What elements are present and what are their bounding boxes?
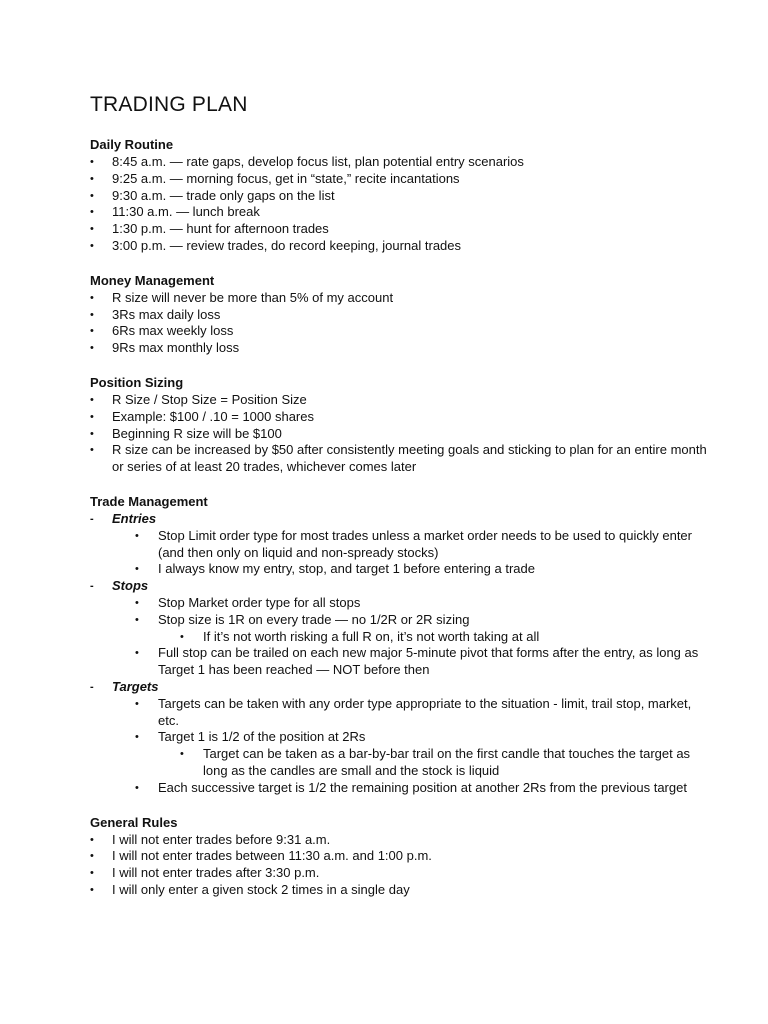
list-item xyxy=(90,865,710,882)
bullet-icon: • xyxy=(135,613,139,626)
page-title: TRADING PLAN xyxy=(90,93,248,116)
list-item-text: R size can be increased by $50 after consistently meeting goals and sticking to plan for an entire month or series of at least 20 trades, whichever comes later xyxy=(112,442,707,475)
subsection-heading: Entries xyxy=(112,510,157,526)
bullet-icon: • xyxy=(90,189,94,202)
bullet-icon: • xyxy=(90,172,94,185)
section-position-sizing xyxy=(90,375,710,476)
bullet-icon: • xyxy=(90,223,94,236)
subsection-stops xyxy=(90,578,710,679)
bullet-icon: • xyxy=(90,444,94,457)
dash-bullet-icon: - xyxy=(90,512,94,525)
dash-bullet-icon: - xyxy=(90,580,94,593)
bullet-list xyxy=(90,746,710,780)
bullet-icon: • xyxy=(90,850,94,863)
list-item-text: R size will never be more than 5% of my account xyxy=(112,289,394,305)
bullet-icon: • xyxy=(90,393,94,406)
list-item-text: 6Rs max weekly loss xyxy=(112,323,234,339)
subsection-targets xyxy=(90,679,710,797)
list-item-text: Target can be taken as a bar-by-bar trail on the first candle that touches the target as long as the candles are small and the stock is liquid xyxy=(203,746,691,778)
bullet-icon: • xyxy=(135,596,139,609)
list-item-text: Target 1 is 1/2 of the position at 2Rs xyxy=(158,729,366,745)
list-item xyxy=(90,238,710,255)
list-item xyxy=(90,323,710,340)
list-item xyxy=(90,746,710,780)
list-item-text: Example: $100 / .10 = 1000 shares xyxy=(112,408,314,424)
bullet-list xyxy=(90,511,710,797)
list-item-text: 8:45 a.m. — rate gaps, develop focus list, plan potential entry scenarios xyxy=(112,154,524,169)
list-item-text: Beginning R size will be $100 xyxy=(112,425,282,441)
list-item-text: If it’s not worth risking a full R on, it’s not worth taking at all xyxy=(203,628,540,644)
bullet-list xyxy=(90,392,710,476)
section-heading: Trade Management xyxy=(90,493,208,509)
bullet-icon: • xyxy=(135,697,139,710)
bullet-icon: • xyxy=(135,647,139,660)
bullet-icon: • xyxy=(90,308,94,321)
section-heading: General Rules xyxy=(90,814,178,830)
list-item-text: I will only enter a given stock 2 times in a single day xyxy=(112,881,410,897)
list-item xyxy=(90,154,710,171)
bullet-list xyxy=(90,629,710,646)
bullet-icon: • xyxy=(90,833,94,846)
bullet-list xyxy=(90,528,710,578)
list-item xyxy=(90,595,710,612)
bullet-icon: • xyxy=(90,325,94,338)
list-item-text: 3:00 p.m. — review trades, do record keeping, journal trades xyxy=(112,237,462,253)
bullet-icon: • xyxy=(180,748,184,761)
section-general-rules xyxy=(90,815,710,899)
bullet-icon: • xyxy=(135,529,139,542)
list-item xyxy=(90,188,710,205)
list-item xyxy=(90,832,710,849)
list-item xyxy=(90,629,710,646)
list-item-text: 1:30 p.m. — hunt for afternoon trades xyxy=(112,221,329,237)
list-item-text: I always know my entry, stop, and target 1 before entering a trade xyxy=(158,561,535,577)
bullet-icon: • xyxy=(90,410,94,423)
section-heading: Position Sizing xyxy=(90,374,184,390)
list-item xyxy=(90,561,710,578)
bullet-icon: • xyxy=(90,342,94,355)
list-item xyxy=(90,612,710,646)
list-item xyxy=(90,882,710,899)
bullet-icon: • xyxy=(90,291,94,304)
list-item-text: Each successive target is 1/2 the remaining position at another 2Rs from the previous target xyxy=(158,779,687,795)
list-item xyxy=(90,780,710,797)
bullet-icon: • xyxy=(90,156,94,168)
bullet-list xyxy=(90,154,710,255)
list-item xyxy=(90,171,710,188)
bullet-list xyxy=(90,696,710,797)
dash-bullet-icon: - xyxy=(90,680,94,693)
list-item xyxy=(90,307,710,324)
list-item xyxy=(90,426,710,443)
list-item-text: 11:30 a.m. — lunch break xyxy=(112,204,260,220)
list-item xyxy=(90,204,710,221)
list-item xyxy=(90,221,710,238)
list-item-text: Stop Limit order type for most trades unless a market order needs to be used to quickly enter (and then only on liquid and non-spready stocks) xyxy=(158,527,692,560)
list-item xyxy=(90,442,710,476)
subsection-heading: Stops xyxy=(112,578,149,594)
list-item xyxy=(90,340,710,357)
list-item-text: Full stop can be trailed on each new major 5-minute pivot that forms after the entry, as long as Target 1 has been reached — NOT before then xyxy=(158,645,699,678)
list-item xyxy=(90,392,710,409)
bullet-list xyxy=(90,832,710,899)
list-item-text: 9Rs max monthly loss xyxy=(112,340,240,356)
list-item xyxy=(90,729,710,779)
list-item-text: 9:30 a.m. — trade only gaps on the list xyxy=(112,187,335,203)
list-item-text: I will not enter trades after 3:30 p.m. xyxy=(112,865,320,881)
bullet-icon: • xyxy=(90,206,94,219)
bullet-icon: • xyxy=(90,427,94,440)
list-item xyxy=(90,528,710,562)
list-item-text: Stop size is 1R on every trade — no 1/2R or 2R sizing xyxy=(158,611,470,627)
bullet-icon: • xyxy=(90,867,94,880)
list-item xyxy=(90,696,710,730)
list-item xyxy=(90,645,710,679)
section-heading: Daily Routine xyxy=(90,137,174,152)
list-item-text: I will not enter trades before 9:31 a.m. xyxy=(112,831,331,847)
list-item-text: I will not enter trades between 11:30 a.m. and 1:00 p.m. xyxy=(112,848,432,864)
document-page xyxy=(90,92,710,917)
subsection-entries xyxy=(90,511,710,578)
list-item xyxy=(90,848,710,865)
section-heading: Money Management xyxy=(90,272,215,288)
bullet-icon: • xyxy=(135,563,139,576)
bullet-icon: • xyxy=(135,731,139,744)
list-item-text: 9:25 a.m. — morning focus, get in “state,” recite incantations xyxy=(112,170,460,186)
bullet-list xyxy=(90,290,710,357)
list-item xyxy=(90,290,710,307)
list-item-text: Stop Market order type for all stops xyxy=(158,594,361,610)
subsection-heading: Targets xyxy=(112,678,159,694)
bullet-icon: • xyxy=(135,781,139,794)
bullet-list xyxy=(90,595,710,679)
section-money-management xyxy=(90,273,710,357)
bullet-icon: • xyxy=(90,239,94,252)
bullet-icon: • xyxy=(90,883,94,896)
section-daily-routine xyxy=(90,137,710,255)
section-trade-management xyxy=(90,494,710,797)
list-item-text: R Size / Stop Size = Position Size xyxy=(112,391,307,407)
list-item xyxy=(90,409,710,426)
list-item-text: Targets can be taken with any order type appropriate to the situation - limit, trail stop, market, etc. xyxy=(158,695,692,728)
list-item-text: 3Rs max daily loss xyxy=(112,306,221,322)
bullet-icon: • xyxy=(180,630,184,643)
